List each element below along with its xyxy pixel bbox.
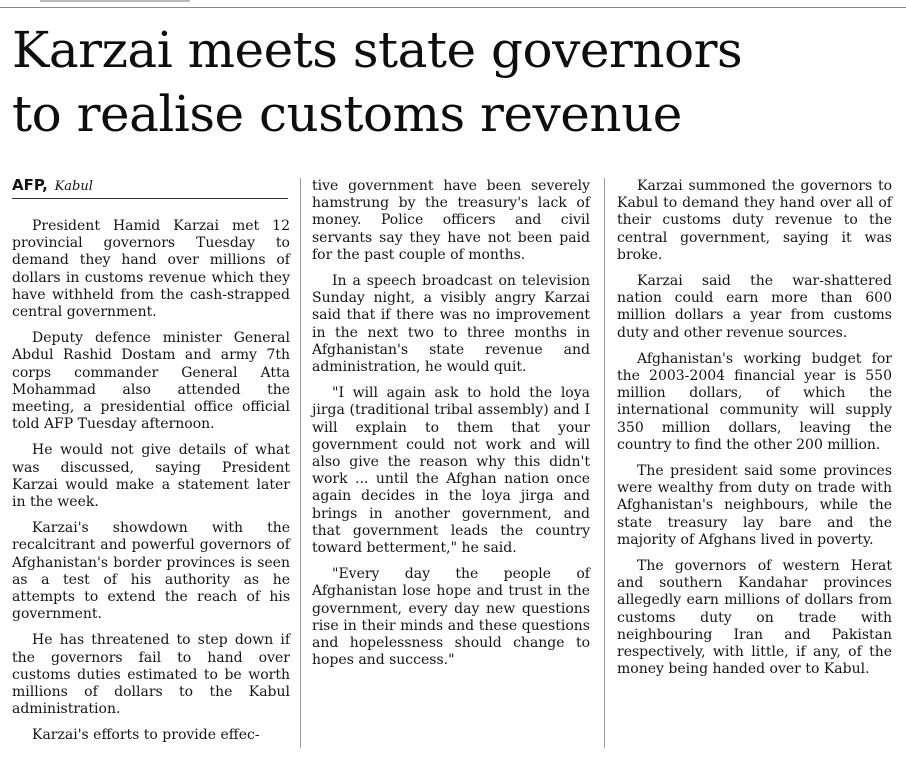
- paragraph: Karzai's showdown with the recalcitrant and powerful governors of Afghanistan's border provinces is seen as a test of his authority as he attempts to extend the reach of his government.: [12, 520, 290, 623]
- paragraph: Karzai said the war-shattered nation could earn more than 600 million dollars a year from customs duty and other revenue sources.: [617, 273, 892, 341]
- paragraph: tive government have been severely hamstrung by the treasury's lack of money. Police officers and civil servants say they have not been paid for the past couple of months.: [312, 178, 590, 263]
- top-edge-mark: [40, 0, 190, 2]
- byline-agency: AFP,: [12, 176, 48, 194]
- column-divider-2: [604, 178, 605, 748]
- paragraph: Karzai summoned the governors to Kabul to demand they hand over all of their customs duty revenue to the central government, saying it was broke.: [617, 178, 892, 263]
- paragraph: Deputy defence minister General Abdul Rashid Dostam and army 7th corps commander General Atta Mohammad also attended the meeting, a presidential office official told AFP Tuesday afternoon.: [12, 330, 290, 433]
- paragraph: Afghanistan's working budget for the 2003-2004 financial year is 550 million dollars, of which the international community will supply 350 million dollars, leaving the country to find the other 200 million.: [617, 350, 892, 453]
- paragraph: He has threatened to step down if the governors fail to hand over customs duties estimated to be worth millions of dollars to the Kabul administration.: [12, 632, 290, 718]
- paragraph: The president said some provinces were wealthy from duty on trade with Afghanistan's neighbours, while the state treasury lay bare and the majority of Afghans lived in poverty.: [617, 463, 892, 548]
- headline-line-2: to realise customs revenue: [12, 85, 682, 143]
- paragraph: He would not give details of what was discussed, saying President Karzai would make a statement later in the week.: [12, 442, 290, 511]
- article-column-3: [617, 178, 892, 687]
- top-rule: [0, 7, 906, 8]
- paragraph: In a speech broadcast on television Sunday night, a visibly angry Karzai said that if there was no improvement in the next two to three months in Afghanistan's state revenue and administration, he would quit.: [312, 273, 590, 376]
- byline-rule: [12, 198, 288, 199]
- byline: [12, 176, 93, 196]
- paragraph: "Every day the people of Afghanistan lose hope and trust in the government, every day new questions rise in their minds and these questions and hopelessness should change to hopes and success.": [312, 566, 590, 669]
- headline-line-1: Karzai meets state governors: [12, 21, 743, 79]
- paragraph: President Hamid Karzai met 12 provincial governors Tuesday to demand they hand over millions of dollars in customs revenue which they have withheld from the cash-strapped central government.: [12, 218, 290, 321]
- article-column-2: [312, 178, 590, 678]
- paragraph: "I will again ask to hold the loya jirga (traditional tribal assembly) and I will explain to them that your government could not work and will also give the reason why this didn't work ... until the Afghan nation once again decides in the loya jirga and brings in another government, and that government leads the country toward betterment," he said.: [312, 385, 590, 557]
- article-column-1: [12, 218, 290, 754]
- paragraph: The governors of western Herat and southern Kandahar provinces allegedly earn millions of dollars from customs duty on trade with neighbouring Iran and Pakistan respectively, with little, if any, of the money being handed over to Kabul.: [617, 558, 892, 678]
- headline: [12, 18, 902, 146]
- byline-city: Kabul: [54, 179, 93, 194]
- paragraph: Karzai's efforts to provide effec-: [32, 727, 260, 744]
- column-divider-1: [300, 178, 301, 748]
